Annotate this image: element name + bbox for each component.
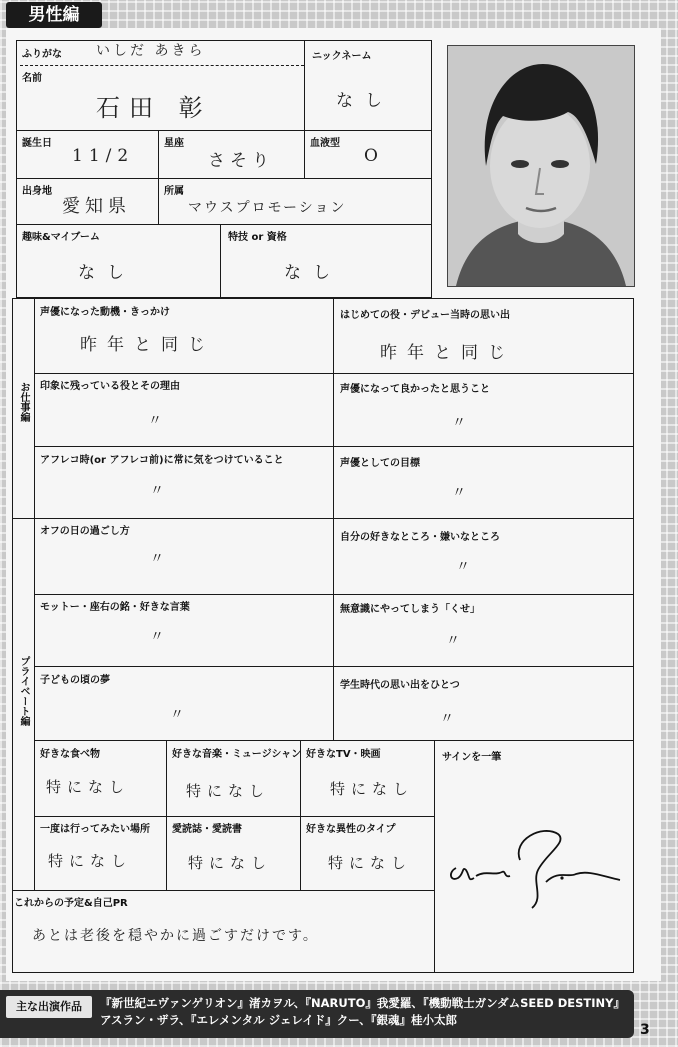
- nickname-label: ニックネーム: [312, 51, 372, 62]
- hobby-label: 趣味&マイブーム: [22, 232, 100, 243]
- favorite-label: 一度は行ってみたい場所: [40, 824, 150, 835]
- favorite-label: 好きな音楽・ミュージシャン: [172, 749, 302, 760]
- work-section-label: お仕事編: [18, 382, 29, 422]
- work-question-label: 声優になって良かったと思うこと: [340, 384, 490, 395]
- favorite-answer: 特になし: [328, 854, 413, 872]
- skill-label: 特技 or 資格: [228, 232, 287, 243]
- favorite-label: 好きなTV・映画: [306, 749, 381, 760]
- private-question-answer: 〃: [446, 633, 460, 649]
- favorite-answer: 特になし: [188, 854, 273, 872]
- work-question-answer: 〃: [452, 415, 466, 431]
- furigana-label: ふりがな: [22, 49, 62, 60]
- birthday-label: 誕生日: [22, 138, 52, 149]
- private-section-label: プライベート編: [18, 656, 29, 726]
- birthplace-label: 出身地: [22, 186, 52, 197]
- private-question-answer: 〃: [150, 629, 164, 645]
- agency-label: 所属: [164, 186, 184, 197]
- work-question-answer: 〃: [452, 485, 466, 501]
- section-tag: 男性編: [6, 2, 102, 28]
- work-question-label: 声優になった動機・きっかけ: [40, 307, 170, 318]
- blood-type-label: 血液型: [310, 138, 340, 149]
- private-question-label: 無意識にやってしまう「くせ」: [340, 604, 480, 615]
- work-question-label: 声優としての目標: [340, 458, 420, 469]
- favorite-answer: 特になし: [186, 782, 271, 800]
- furigana-value: いしだ あきら: [96, 43, 206, 59]
- private-question-label: オフの日の過ごし方: [40, 526, 130, 537]
- birthplace-value: 愛知県: [62, 196, 131, 217]
- work-question-label: はじめての役・デビュー当時の思い出: [340, 310, 510, 321]
- favorite-answer: 特になし: [330, 780, 415, 798]
- favorite-label: 好きな食べ物: [40, 749, 100, 760]
- main-works-label: 主な出演作品: [6, 996, 92, 1018]
- birthday-value: 11/2: [72, 146, 135, 166]
- private-question-label: 学生時代の思い出をひとつ: [340, 680, 460, 691]
- work-question-answer: 昨年と同じ: [80, 335, 215, 355]
- private-question-label: 自分の好きなところ・嫌いなところ: [340, 532, 500, 543]
- page-number: 3: [640, 1022, 650, 1038]
- name-value: 石田 彰: [96, 94, 212, 122]
- work-question-answer: 〃: [150, 483, 164, 499]
- pr-label: これからの予定&自己PR: [14, 898, 128, 909]
- favorite-answer: 特になし: [48, 852, 133, 870]
- work-question-answer: 〃: [148, 413, 162, 429]
- private-question-label: モットー・座右の銘・好きな言葉: [40, 602, 190, 613]
- favorite-label: 好きな異性のタイプ: [306, 824, 396, 835]
- portrait-photo: [447, 45, 635, 287]
- sign-value: さそり: [208, 151, 274, 171]
- blood-type-value: O: [364, 146, 383, 166]
- sign-label: 星座: [164, 138, 184, 149]
- name-label: 名前: [22, 73, 42, 84]
- nickname-value: なし: [336, 91, 394, 111]
- private-question-answer: 〃: [150, 551, 164, 567]
- agency-value: マウスプロモーション: [188, 200, 347, 216]
- pr-answer: あとは老後を穏やかに過ごすだけです。: [32, 928, 319, 944]
- private-question-answer: 〃: [440, 711, 454, 727]
- work-question-answer: 昨年と同じ: [380, 343, 515, 363]
- private-question-answer: 〃: [456, 559, 470, 575]
- handwritten-signature: [442, 820, 622, 910]
- main-works-text: 『新世紀エヴァンゲリオン』渚カヲル、『NARUTO』我愛羅、『機動戦士ガンダムSEED DESTINY』アスラン・ザラ、『エレメンタル ジェレイド』クー、『銀魂』桂小太郎: [100, 996, 625, 1027]
- private-question-label: 子どもの頃の夢: [40, 675, 110, 686]
- signature-label: サインを一筆: [442, 752, 502, 763]
- private-question-answer: 〃: [170, 707, 184, 723]
- work-question-label: アフレコ時(or アフレコ前)に常に気をつけていること: [40, 455, 284, 466]
- skill-value: なし: [284, 263, 342, 283]
- favorite-label: 愛読誌・愛読書: [172, 824, 242, 835]
- hobby-value: なし: [78, 263, 136, 283]
- work-question-label: 印象に残っている役とその理由: [40, 381, 180, 392]
- favorite-answer: 特になし: [46, 778, 131, 796]
